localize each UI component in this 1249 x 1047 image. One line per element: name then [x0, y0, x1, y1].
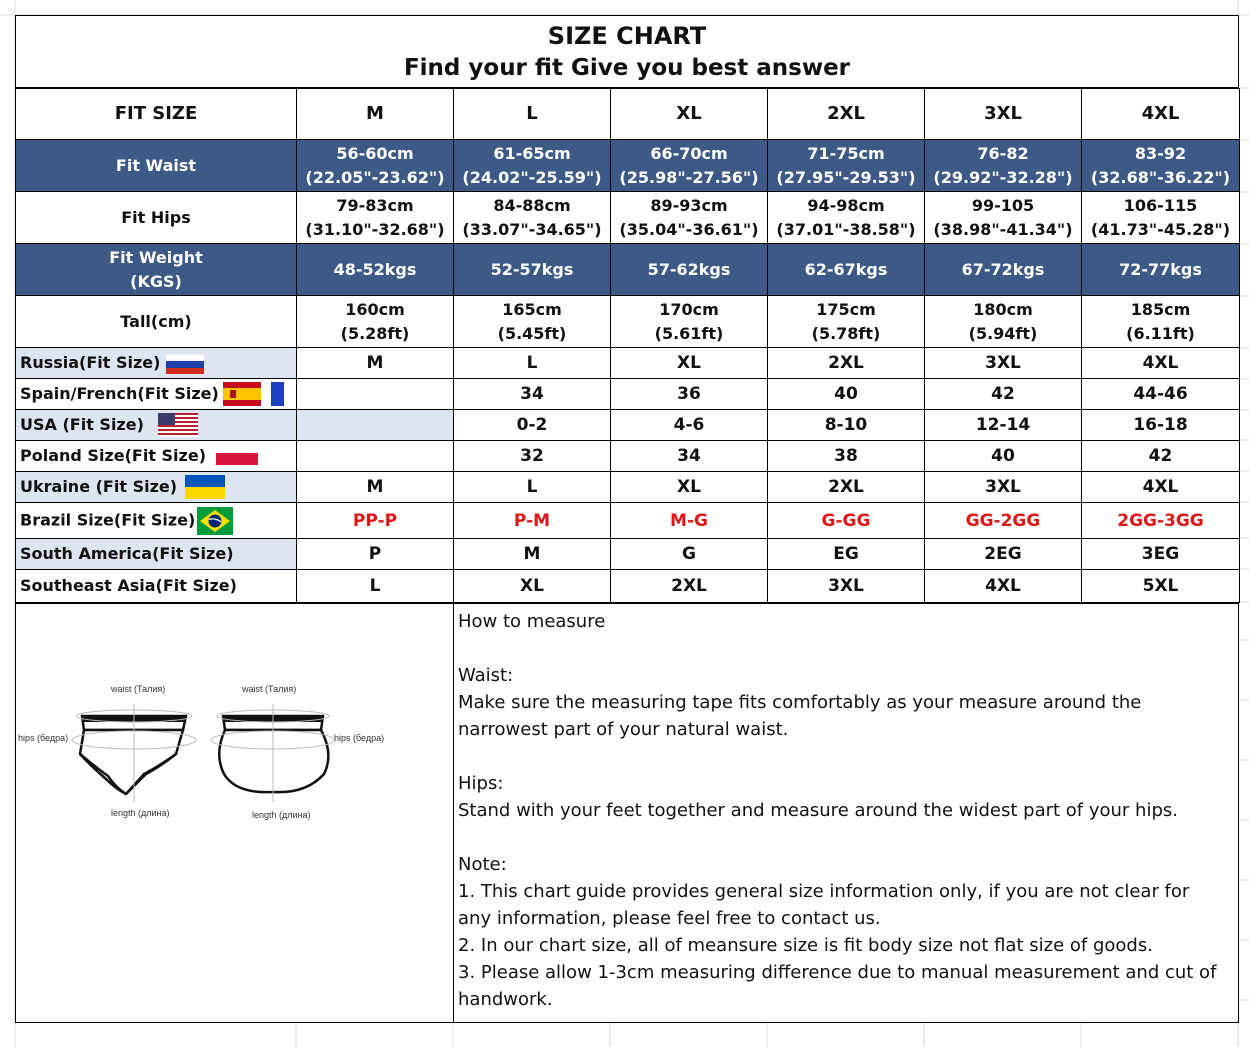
country-label — [16, 348, 297, 379]
country-cell: P — [297, 539, 454, 570]
country-cell: M — [297, 348, 454, 379]
cell-ft: (5.78ft) — [811, 323, 881, 343]
south-america-row — [16, 539, 1240, 570]
country-cell: L — [297, 570, 454, 603]
country-name: Russia(Fit Size) — [20, 353, 161, 372]
cell-cm: 83-92 — [1134, 143, 1187, 163]
cell-inch: (35.04"-36.61") — [619, 219, 759, 239]
header-size: 2XL — [768, 89, 925, 140]
usa-flag-icon — [158, 413, 198, 437]
country-cell: 3EG — [1082, 539, 1240, 570]
tall-cell — [925, 296, 1082, 348]
cell-cm: 66-70cm — [650, 143, 728, 163]
cell-inch: (33.07"-34.65") — [462, 219, 602, 239]
hips-label-left: hips (бедра) — [18, 733, 69, 743]
country-cell: 2EG — [925, 539, 1082, 570]
country-cell: 40 — [925, 441, 1082, 472]
page-subtitle: Find your fit Give you best answer — [403, 54, 851, 81]
country-cell: 3XL — [925, 472, 1082, 503]
cell-ft: (6.11ft) — [1126, 323, 1195, 343]
cell-inch: (25.98"-27.56") — [619, 167, 759, 187]
weight-cell: 52-57kgs — [454, 244, 611, 296]
measure-instructions — [458, 608, 1238, 1013]
country-cell: 40 — [768, 379, 925, 410]
country-cell: 38 — [768, 441, 925, 472]
waist-cell — [925, 140, 1082, 192]
hips-cell — [925, 192, 1082, 244]
size-chart-sheet — [15, 15, 1239, 603]
row-label: Fit Waist — [16, 140, 297, 192]
cell-cm: 106-115 — [1123, 195, 1198, 215]
tall-cell — [1082, 296, 1240, 348]
cell-cm: 79-83cm — [336, 195, 414, 215]
tall-cell — [611, 296, 768, 348]
country-cell: M — [454, 539, 611, 570]
page-title: SIZE CHART — [547, 21, 707, 50]
header-label: FIT SIZE — [16, 89, 297, 140]
hips-cell — [1082, 192, 1240, 244]
row-label-unit: (KGS) — [130, 271, 182, 291]
country-cell: 32 — [454, 441, 611, 472]
header-size: 3XL — [925, 89, 1082, 140]
country-cell — [297, 379, 454, 410]
country-cell — [925, 503, 1082, 539]
note-text: any information, please feel free to contact us. — [458, 908, 881, 929]
waist-cell — [768, 140, 925, 192]
country-cell: 42 — [925, 379, 1082, 410]
russia-row — [16, 348, 1240, 379]
cell-ft: (5.61ft) — [654, 323, 724, 343]
country-cell: 34 — [454, 379, 611, 410]
country-cell: 2XL — [768, 472, 925, 503]
section-divider — [453, 604, 454, 1022]
country-cell: G — [611, 539, 768, 570]
waist-title: Waist: — [458, 665, 514, 686]
country-cell — [611, 503, 768, 539]
cell-inch: (27.95"-29.53") — [776, 167, 916, 187]
cell-cm: 170cm — [659, 299, 719, 319]
brazil-size: PP-P — [352, 510, 398, 531]
cell-cm: 99-105 — [971, 195, 1035, 215]
spain-flag-icon — [223, 382, 261, 406]
row-label: Tall(cm) — [16, 296, 297, 348]
weight-cell: 72-77kgs — [1082, 244, 1240, 296]
country-cell — [297, 503, 454, 539]
title-box — [15, 15, 1239, 88]
waist-label-right: waist (Талия) — [242, 684, 297, 694]
ukraine-row — [16, 472, 1240, 503]
country-cell: 3XL — [768, 570, 925, 603]
cell-inch: (31.10"-32.68") — [305, 219, 445, 239]
country-cell: 4-6 — [611, 410, 768, 441]
cell-inch: (24.02"-25.59") — [462, 167, 602, 187]
cell-cm: 165cm — [502, 299, 562, 319]
country-label — [16, 503, 297, 539]
cell-inch: (38.98"-41.34") — [933, 219, 1073, 239]
weight-cell: 62-67kgs — [768, 244, 925, 296]
country-name: USA (Fit Size) — [20, 414, 144, 434]
country-cell: 0-2 — [454, 410, 611, 441]
country-label — [16, 410, 297, 441]
row-label-line: Fit Weight — [109, 247, 203, 267]
hips-text: Stand with your feet together and measure around the widest part of your hips. — [458, 800, 1178, 821]
country-cell: 12-14 — [925, 410, 1082, 441]
header-row — [16, 89, 1240, 140]
hips-cell — [768, 192, 925, 244]
country-cell: XL — [454, 570, 611, 603]
cell-cm: 89-93cm — [650, 195, 728, 215]
cell-cm: 175cm — [816, 299, 876, 319]
country-name: Brazil Size(Fit Size) — [20, 510, 196, 529]
country-name: Spain/French(Fit Size) — [20, 383, 219, 403]
note-text: 3. Please allow 1-3cm measuring difference due to manual measurement and cut of — [458, 962, 1217, 983]
country-cell: 44-46 — [1082, 379, 1240, 410]
header-size: L — [454, 89, 611, 140]
country-cell — [297, 410, 454, 441]
measure-heading: How to measure — [458, 611, 606, 632]
brazil-size: M-G — [670, 510, 708, 531]
cell-cm: 76-82 — [977, 143, 1029, 163]
russia-flag-icon — [166, 354, 204, 374]
header-size: 4XL — [1082, 89, 1240, 140]
country-cell: 2XL — [611, 570, 768, 603]
cell-inch: (41.73"-45.28") — [1090, 219, 1231, 239]
country-cell: L — [454, 348, 611, 379]
row-label — [16, 244, 297, 296]
note-text: handwork. — [458, 989, 553, 1010]
hips-row — [16, 192, 1240, 244]
country-cell: 36 — [611, 379, 768, 410]
brazil-size: P-M — [513, 510, 551, 531]
brazil-size: 2GG-3GG — [1117, 510, 1204, 531]
weight-row — [16, 244, 1240, 296]
tall-cell — [297, 296, 454, 348]
length-label-right: length (длина) — [252, 810, 311, 820]
cell-cm: 56-60cm — [336, 143, 414, 163]
cell-cm: 185cm — [1130, 299, 1191, 319]
country-cell: 2XL — [768, 348, 925, 379]
tall-cell — [768, 296, 925, 348]
brazil-row — [16, 503, 1240, 539]
length-label-left: length (длина) — [111, 808, 170, 818]
waist-row — [16, 140, 1240, 192]
country-cell: XL — [611, 348, 768, 379]
waist-label-left: waist (Талия) — [111, 684, 166, 694]
waist-cell — [611, 140, 768, 192]
cell-inch: (32.68"-36.22") — [1090, 167, 1231, 187]
cell-inch: (29.92"-32.28") — [933, 167, 1073, 187]
country-label — [16, 379, 297, 410]
cell-inch: (37.01"-38.58") — [776, 219, 916, 239]
country-cell: 4XL — [925, 570, 1082, 603]
tall-cell — [454, 296, 611, 348]
country-cell — [1082, 503, 1240, 539]
country-cell: 8-10 — [768, 410, 925, 441]
country-cell — [454, 503, 611, 539]
cell-cm: 180cm — [973, 299, 1033, 319]
weight-cell: 57-62kgs — [611, 244, 768, 296]
country-cell: 5XL — [1082, 570, 1240, 603]
country-cell — [297, 441, 454, 472]
country-cell: 3XL — [925, 348, 1082, 379]
brazil-flag-icon — [197, 507, 233, 535]
row-label: Fit Hips — [16, 192, 297, 244]
hips-cell — [454, 192, 611, 244]
cell-cm: 84-88cm — [493, 195, 571, 215]
note-title: Note: — [458, 854, 507, 875]
cell-ft: (5.94ft) — [968, 323, 1038, 343]
country-cell: 4XL — [1082, 472, 1240, 503]
country-cell: 34 — [611, 441, 768, 472]
size-table — [15, 88, 1240, 603]
country-cell: 16-18 — [1082, 410, 1240, 441]
country-label: South America(Fit Size) — [16, 539, 297, 570]
country-cell: EG — [768, 539, 925, 570]
country-cell: 42 — [1082, 441, 1240, 472]
brazil-size: GG-2GG — [965, 510, 1041, 531]
cell-inch: (22.05"-23.62") — [305, 167, 445, 187]
cell-cm: 94-98cm — [807, 195, 885, 215]
waist-cell — [297, 140, 454, 192]
country-cell — [768, 503, 925, 539]
poland-row — [16, 441, 1240, 472]
country-name: Poland Size(Fit Size) — [20, 446, 207, 465]
weight-cell: 67-72kgs — [925, 244, 1082, 296]
cell-ft: (5.45ft) — [497, 323, 567, 343]
tall-row — [16, 296, 1240, 348]
france-flag-icon — [271, 382, 297, 406]
header-size: M — [297, 89, 454, 140]
ukraine-flag-icon — [185, 475, 225, 499]
header-size: XL — [611, 89, 768, 140]
cell-cm: 71-75cm — [807, 143, 885, 163]
usa-row — [16, 410, 1240, 441]
hips-label-right: hips (бедра) — [334, 733, 385, 743]
southeast-asia-row — [16, 570, 1240, 603]
measure-section — [15, 603, 1239, 1023]
brazil-size: G-GG — [821, 510, 871, 531]
country-cell: M — [297, 472, 454, 503]
spain-row — [16, 379, 1240, 410]
country-cell: XL — [611, 472, 768, 503]
hips-cell — [297, 192, 454, 244]
underwear-illustration — [16, 604, 453, 1022]
note-text: 2. In our chart size, all of meansure size is fit body size not flat size of goods. — [458, 935, 1153, 956]
brief-front-icon — [80, 716, 186, 794]
country-label: Southeast Asia(Fit Size) — [16, 570, 297, 603]
poland-flag-icon — [216, 449, 258, 465]
hips-title: Hips: — [458, 773, 504, 794]
brief-back-icon — [219, 716, 328, 792]
waist-cell — [1082, 140, 1240, 192]
country-cell: L — [454, 472, 611, 503]
weight-cell: 48-52kgs — [297, 244, 454, 296]
cell-ft: (5.28ft) — [340, 323, 410, 343]
hips-cell — [611, 192, 768, 244]
waist-text: Make sure the measuring tape fits comfortably as your measure around the — [458, 692, 1142, 713]
country-name: Ukraine (Fit Size) — [20, 476, 178, 496]
cell-cm: 160cm — [345, 299, 405, 319]
waist-text: narrowest part of your natural waist. — [458, 719, 789, 740]
country-label — [16, 441, 297, 472]
note-text: 1. This chart guide provides general size information only, if you are not clear for — [458, 881, 1190, 902]
waist-cell — [454, 140, 611, 192]
country-label — [16, 472, 297, 503]
country-cell: 4XL — [1082, 348, 1240, 379]
cell-cm: 61-65cm — [493, 143, 571, 163]
